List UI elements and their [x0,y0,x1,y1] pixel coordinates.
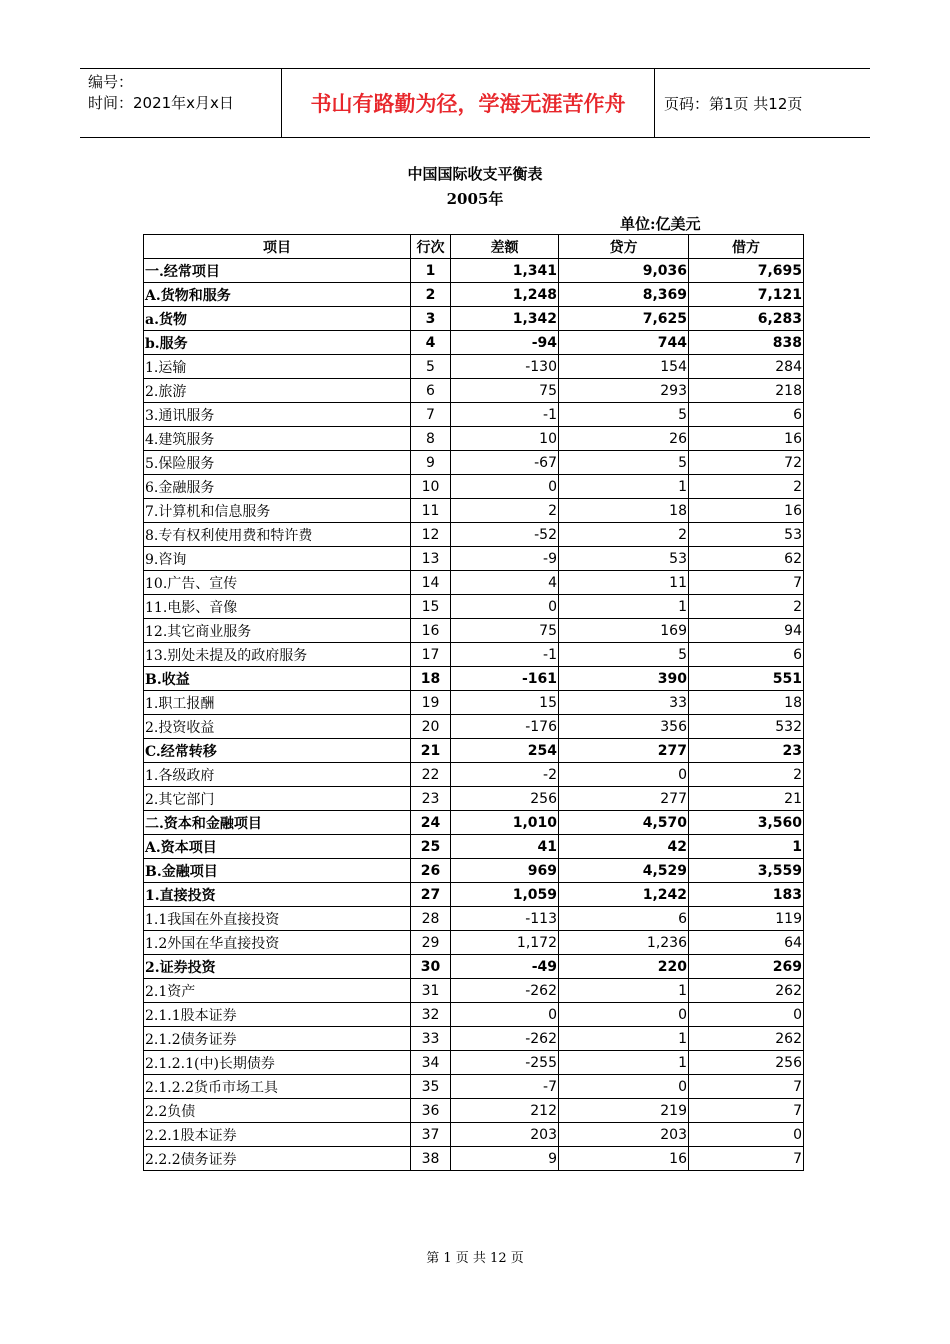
cell-row-no: 37 [411,1123,451,1147]
cell-debit: 94 [689,619,804,643]
cell-credit: 0 [559,1075,689,1099]
cell-credit: 0 [559,763,689,787]
cell-debit: 1 [689,835,804,859]
cell-diff: 1,342 [451,307,559,331]
cell-row-no: 11 [411,499,451,523]
cell-item: 2.2.2债务证券 [144,1147,411,1171]
table-row [144,787,804,811]
cell-diff: 1,010 [451,811,559,835]
table-row [144,1099,804,1123]
cell-debit: 838 [689,331,804,355]
cell-diff: 75 [451,619,559,643]
cell-debit: 72 [689,451,804,475]
cell-credit: 26 [559,427,689,451]
cell-item: 5.保险服务 [144,451,411,475]
table-row [144,1027,804,1051]
cell-row-no: 3 [411,307,451,331]
number-label: 编号： [88,73,134,91]
header-page-info: 页码：第1页 共12页 [664,94,803,113]
cell-row-no: 26 [411,859,451,883]
cell-diff: -52 [451,523,559,547]
cell-diff: 0 [451,595,559,619]
cell-item: 1.各级政府 [144,763,411,787]
cell-diff: -7 [451,1075,559,1099]
cell-row-no: 31 [411,979,451,1003]
cell-diff: 1,172 [451,931,559,955]
cell-row-no: 24 [411,811,451,835]
cell-item: 1.直接投资 [144,883,411,907]
unit-label: 单位:亿美元 [620,215,701,233]
cell-credit: 11 [559,571,689,595]
cell-debit: 183 [689,883,804,907]
cell-item: 2.1.2债务证券 [144,1027,411,1051]
cell-item: 11.电影、音像 [144,595,411,619]
cell-credit: 4,529 [559,859,689,883]
cell-diff: 15 [451,691,559,715]
table-row [144,523,804,547]
cell-debit: 0 [689,1123,804,1147]
cell-credit: 356 [559,715,689,739]
table-row [144,571,804,595]
table-row [144,259,804,283]
table-row [144,739,804,763]
page-year: 2005年 [446,190,504,208]
table-row [144,1075,804,1099]
cell-item: 1.运输 [144,355,411,379]
cell-debit: 64 [689,931,804,955]
table-row [144,1051,804,1075]
table-row [144,835,804,859]
cell-row-no: 19 [411,691,451,715]
cell-item: 4.建筑服务 [144,427,411,451]
table-row [144,499,804,523]
cell-row-no: 22 [411,763,451,787]
cell-diff: -94 [451,331,559,355]
table-row [144,907,804,931]
cell-item: b.服务 [144,331,411,355]
cell-debit: 7 [689,1147,804,1171]
cell-credit: 154 [559,355,689,379]
cell-debit: 16 [689,427,804,451]
page-title: 中国国际收支平衡表 [407,165,543,183]
cell-diff: 969 [451,859,559,883]
table-row [144,283,804,307]
cell-debit: 262 [689,979,804,1003]
table-row [144,883,804,907]
cell-debit: 6 [689,643,804,667]
header-debit: 借方 [689,235,804,259]
cell-item: 2.1资产 [144,979,411,1003]
cell-row-no: 15 [411,595,451,619]
cell-item: 1.1我国在外直接投资 [144,907,411,931]
cell-item: 2.2负债 [144,1099,411,1123]
cell-debit: 7 [689,1075,804,1099]
cell-row-no: 2 [411,283,451,307]
cell-item: 12.其它商业服务 [144,619,411,643]
cell-diff: 256 [451,787,559,811]
cell-diff: 10 [451,427,559,451]
table-row [144,955,804,979]
cell-diff: 1,059 [451,883,559,907]
cell-debit: 6 [689,403,804,427]
cell-debit: 16 [689,499,804,523]
cell-credit: 744 [559,331,689,355]
header-item: 项目 [144,235,411,259]
cell-credit: 5 [559,403,689,427]
cell-item: 2.1.2.1(中)长期债券 [144,1051,411,1075]
cell-diff: 75 [451,379,559,403]
table-row [144,1147,804,1171]
cell-row-no: 21 [411,739,451,763]
cell-debit: 119 [689,907,804,931]
cell-debit: 53 [689,523,804,547]
table-row [144,715,804,739]
table-row [144,451,804,475]
cell-row-no: 23 [411,787,451,811]
cell-credit: 277 [559,739,689,763]
cell-credit: 1 [559,475,689,499]
cell-credit: 53 [559,547,689,571]
cell-credit: 5 [559,643,689,667]
cell-item: A.货物和服务 [144,283,411,307]
cell-diff: -113 [451,907,559,931]
cell-item: 3.通讯服务 [144,403,411,427]
cell-credit: 1 [559,1027,689,1051]
cell-row-no: 28 [411,907,451,931]
table-row [144,1123,804,1147]
balance-of-payments-table [143,234,804,1171]
header-diff: 差额 [451,235,559,259]
table-row [144,619,804,643]
cell-credit: 16 [559,1147,689,1171]
table-row [144,331,804,355]
cell-item: 2.投资收益 [144,715,411,739]
cell-diff: 1,248 [451,283,559,307]
cell-item: a.货物 [144,307,411,331]
cell-credit: 220 [559,955,689,979]
cell-credit: 0 [559,1003,689,1027]
cell-diff: -262 [451,979,559,1003]
cell-credit: 293 [559,379,689,403]
cell-row-no: 25 [411,835,451,859]
cell-debit: 7,121 [689,283,804,307]
document-header [80,68,870,138]
cell-credit: 5 [559,451,689,475]
cell-item: 8.专有权利使用费和特许费 [144,523,411,547]
cell-credit: 219 [559,1099,689,1123]
table-row [144,355,804,379]
cell-row-no: 6 [411,379,451,403]
cell-credit: 1,236 [559,931,689,955]
header-meta [80,69,282,137]
cell-diff: 0 [451,475,559,499]
cell-item: 1.职工报酬 [144,691,411,715]
table-row [144,643,804,667]
table-row [144,547,804,571]
cell-credit: 18 [559,499,689,523]
cell-debit: 284 [689,355,804,379]
cell-diff: -262 [451,1027,559,1051]
cell-row-no: 14 [411,571,451,595]
header-slogan: 书山有路勤为径，学海无涯苦作舟 [282,69,655,137]
cell-row-no: 1 [411,259,451,283]
cell-item: 2.旅游 [144,379,411,403]
cell-debit: 6,283 [689,307,804,331]
table-header-row [144,235,804,259]
cell-credit: 8,369 [559,283,689,307]
cell-row-no: 5 [411,355,451,379]
cell-credit: 390 [559,667,689,691]
cell-credit: 7,625 [559,307,689,331]
table-row [144,859,804,883]
cell-debit: 62 [689,547,804,571]
cell-diff: -161 [451,667,559,691]
cell-credit: 203 [559,1123,689,1147]
cell-credit: 169 [559,619,689,643]
cell-item: 1.2外国在华直接投资 [144,931,411,955]
cell-row-no: 10 [411,475,451,499]
cell-debit: 256 [689,1051,804,1075]
cell-row-no: 8 [411,427,451,451]
cell-debit: 551 [689,667,804,691]
cell-debit: 7,695 [689,259,804,283]
cell-item: C.经常转移 [144,739,411,763]
cell-item: 2.2.1股本证券 [144,1123,411,1147]
cell-diff: 1,341 [451,259,559,283]
cell-row-no: 16 [411,619,451,643]
table-row [144,427,804,451]
cell-row-no: 18 [411,667,451,691]
cell-row-no: 38 [411,1147,451,1171]
cell-credit: 33 [559,691,689,715]
cell-row-no: 9 [411,451,451,475]
cell-credit: 4,570 [559,811,689,835]
cell-diff: -176 [451,715,559,739]
cell-diff: 9 [451,1147,559,1171]
cell-item: 6.金融服务 [144,475,411,499]
cell-item: 7.计算机和信息服务 [144,499,411,523]
cell-diff: -130 [451,355,559,379]
header-credit: 贷方 [559,235,689,259]
cell-credit: 277 [559,787,689,811]
table-row [144,811,804,835]
cell-row-no: 36 [411,1099,451,1123]
cell-row-no: 20 [411,715,451,739]
table-row [144,979,804,1003]
cell-debit: 21 [689,787,804,811]
cell-item: 2.1.1股本证券 [144,1003,411,1027]
cell-item: A.资本项目 [144,835,411,859]
cell-item: 二.资本和金融项目 [144,811,411,835]
table-row [144,403,804,427]
table-row [144,379,804,403]
cell-diff: 254 [451,739,559,763]
cell-debit: 2 [689,595,804,619]
cell-item: B.金融项目 [144,859,411,883]
cell-credit: 1 [559,1051,689,1075]
cell-row-no: 17 [411,643,451,667]
table-row [144,763,804,787]
cell-diff: -9 [451,547,559,571]
cell-credit: 1 [559,595,689,619]
cell-debit: 0 [689,1003,804,1027]
cell-debit: 218 [689,379,804,403]
table-row [144,931,804,955]
cell-debit: 532 [689,715,804,739]
cell-diff: -1 [451,643,559,667]
header-row-no: 行次 [411,235,451,259]
cell-debit: 2 [689,763,804,787]
table-row [144,475,804,499]
cell-row-no: 30 [411,955,451,979]
cell-debit: 7 [689,571,804,595]
cell-row-no: 34 [411,1051,451,1075]
table-row [144,307,804,331]
cell-row-no: 33 [411,1027,451,1051]
cell-row-no: 12 [411,523,451,547]
table-row [144,1003,804,1027]
cell-diff: 2 [451,499,559,523]
cell-credit: 42 [559,835,689,859]
cell-debit: 2 [689,475,804,499]
cell-debit: 262 [689,1027,804,1051]
cell-debit: 23 [689,739,804,763]
cell-item: 一.经常项目 [144,259,411,283]
cell-debit: 3,559 [689,859,804,883]
cell-diff: 203 [451,1123,559,1147]
cell-row-no: 13 [411,547,451,571]
cell-debit: 18 [689,691,804,715]
cell-diff: 4 [451,571,559,595]
cell-item: 13.别处未提及的政府服务 [144,643,411,667]
cell-item: 2.证券投资 [144,955,411,979]
cell-row-no: 29 [411,931,451,955]
cell-diff: -1 [451,403,559,427]
cell-row-no: 4 [411,331,451,355]
cell-credit: 1 [559,979,689,1003]
cell-item: 2.其它部门 [144,787,411,811]
cell-item: 10.广告、宣传 [144,571,411,595]
table-row [144,595,804,619]
cell-row-no: 7 [411,403,451,427]
cell-row-no: 35 [411,1075,451,1099]
cell-diff: -49 [451,955,559,979]
cell-credit: 1,242 [559,883,689,907]
cell-row-no: 32 [411,1003,451,1027]
cell-row-no: 27 [411,883,451,907]
cell-diff: -2 [451,763,559,787]
cell-debit: 7 [689,1099,804,1123]
cell-diff: 41 [451,835,559,859]
cell-credit: 9,036 [559,259,689,283]
table-row [144,667,804,691]
cell-debit: 269 [689,955,804,979]
cell-diff: -67 [451,451,559,475]
page-footer: 第 1 页 共 12 页 [426,1251,524,1266]
cell-credit: 6 [559,907,689,931]
cell-item: 2.1.2.2货币市场工具 [144,1075,411,1099]
table-row [144,691,804,715]
cell-debit: 3,560 [689,811,804,835]
cell-diff: -255 [451,1051,559,1075]
cell-diff: 0 [451,1003,559,1027]
cell-diff: 212 [451,1099,559,1123]
cell-credit: 2 [559,523,689,547]
date-label: 时间：2021年x月x日 [88,94,234,112]
cell-item: B.收益 [144,667,411,691]
cell-item: 9.咨询 [144,547,411,571]
